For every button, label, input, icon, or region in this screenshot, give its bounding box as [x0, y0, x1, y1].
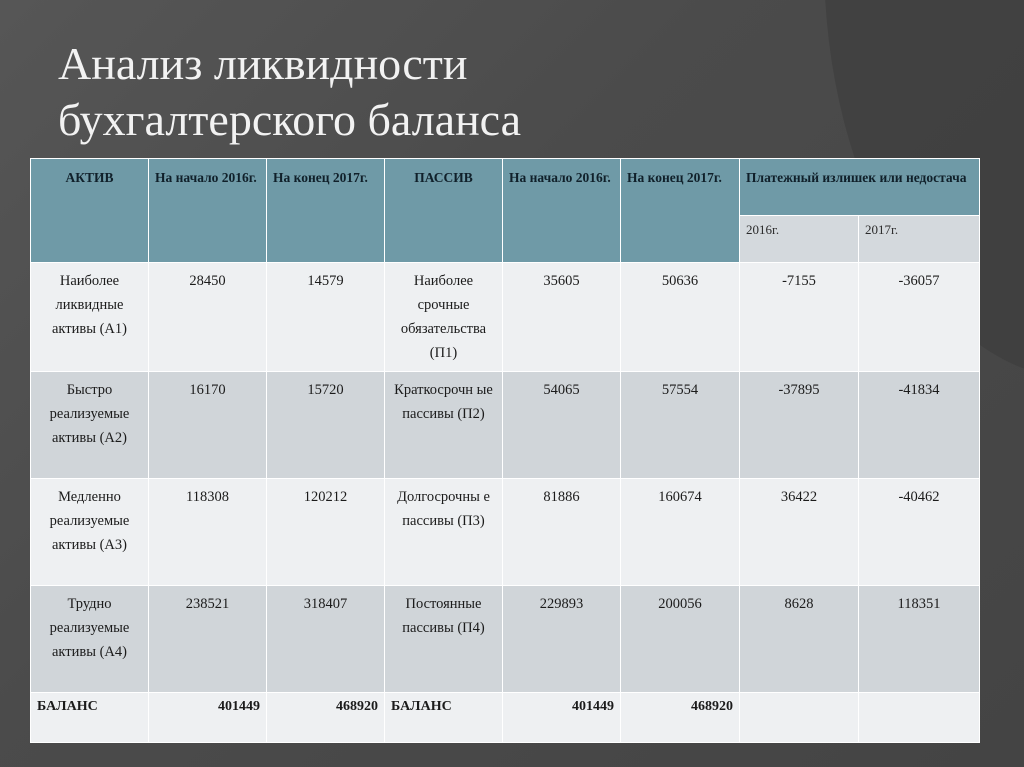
asset-end-value: 14579 [267, 263, 385, 372]
surplus-2016-value: 36422 [740, 479, 859, 586]
total-surplus-2016-empty [740, 693, 859, 743]
asset-label: Наиболее ликвидные активы (А1) [31, 263, 149, 372]
total-asset-end: 468920 [267, 693, 385, 743]
asset-label: Быстро реализуемые активы (А2) [31, 372, 149, 479]
liability-end-value: 160674 [621, 479, 740, 586]
table-row [31, 263, 980, 372]
header-row [31, 159, 980, 216]
liability-end-value: 57554 [621, 372, 740, 479]
surplus-2017-value: 118351 [859, 586, 980, 693]
header-year-2017: 2017г. [859, 216, 980, 263]
total-asset-start: 401449 [149, 693, 267, 743]
liability-start-value: 81886 [503, 479, 621, 586]
asset-end-value: 15720 [267, 372, 385, 479]
total-liability-start: 401449 [503, 693, 621, 743]
asset-start-value: 28450 [149, 263, 267, 372]
liability-label: Долгосрочны е пассивы (П3) [385, 479, 503, 586]
header-passiv: ПАССИВ [385, 159, 503, 263]
liability-start-value: 54065 [503, 372, 621, 479]
total-label-assets: БАЛАНС [31, 693, 149, 743]
liability-start-value: 229893 [503, 586, 621, 693]
asset-end-value: 120212 [267, 479, 385, 586]
liability-label: Постоянные пассивы (П4) [385, 586, 503, 693]
asset-end-value: 318407 [267, 586, 385, 693]
liquidity-table [30, 158, 980, 743]
header-liability-end: На конец 2017г. [621, 159, 740, 263]
total-liability-end: 468920 [621, 693, 740, 743]
surplus-2017-value: -36057 [859, 263, 980, 372]
liability-label: Наиболее срочные обязательства (П1) [385, 263, 503, 372]
title-line-2: бухгалтерского баланса [58, 94, 522, 145]
asset-label: Трудно реализуемые активы (А4) [31, 586, 149, 693]
asset-start-value: 118308 [149, 479, 267, 586]
liability-end-value: 50636 [621, 263, 740, 372]
surplus-2017-value: -41834 [859, 372, 980, 479]
slide-title [58, 36, 521, 148]
title-line-1: Анализ ликвидности [58, 38, 468, 89]
header-asset-end: На конец 2017г. [267, 159, 385, 263]
header-aktiv: АКТИВ [31, 159, 149, 263]
header-surplus: Платежный излишек или недостача [740, 159, 980, 216]
surplus-2016-value: -7155 [740, 263, 859, 372]
total-surplus-2017-empty [859, 693, 980, 743]
header-year-2016: 2016г. [740, 216, 859, 263]
table-row [31, 372, 980, 479]
surplus-2016-value: -37895 [740, 372, 859, 479]
table-row [31, 586, 980, 693]
asset-start-value: 16170 [149, 372, 267, 479]
liability-start-value: 35605 [503, 263, 621, 372]
header-liability-start: На начало 2016г. [503, 159, 621, 263]
surplus-2017-value: -40462 [859, 479, 980, 586]
total-label-liabilities: БАЛАНС [385, 693, 503, 743]
asset-label: Медленно реализуемые активы (А3) [31, 479, 149, 586]
liability-end-value: 200056 [621, 586, 740, 693]
table-row [31, 479, 980, 586]
total-row [31, 693, 980, 743]
asset-start-value: 238521 [149, 586, 267, 693]
liability-label: Краткосрочн ые пассивы (П2) [385, 372, 503, 479]
header-asset-start: На начало 2016г. [149, 159, 267, 263]
surplus-2016-value: 8628 [740, 586, 859, 693]
